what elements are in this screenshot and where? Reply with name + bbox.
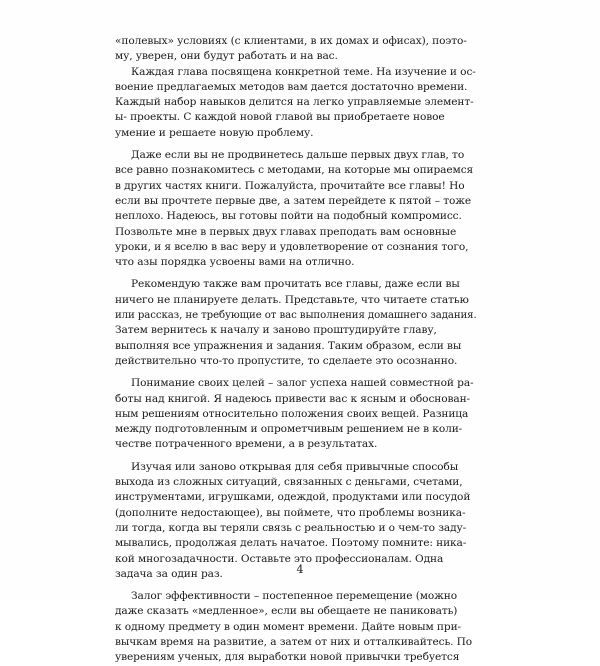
text-line: если вы прочтете первые две, а затем перейдете к пятой – тоже (115, 194, 472, 207)
text-line: все равно познакомитесь с методами, на которые мы опираемся (115, 164, 474, 177)
text-line: вычкам время на развитие, а затем от них и отталкивайтесь. По (115, 635, 473, 648)
text-line: Каждый набор навыков делится на легко управляемые элемент- (115, 96, 474, 109)
paragraph (115, 34, 477, 65)
text-line: даже сказать «медленное», если вы обещаете не паниковать) (115, 605, 458, 618)
text-line: «полевых» условиях (с клиентами, в их домах и офисах), поэто- (115, 35, 467, 47)
text-line: в других частях книги. Пожалуйста, прочитайте все главы! Но (115, 179, 465, 192)
text-line: Залог эффективности – постепенное перемещение (можно (131, 590, 458, 603)
page-number: 4 (296, 563, 304, 576)
text-line: Даже если вы не продвинетесь дальше первых двух глав, то (131, 149, 465, 162)
text-line: уверениям ученых, для выработки новой привычки требуется (115, 651, 460, 664)
text-line: (дополните недостающее), вы поймете, что проблемы возника- (115, 506, 466, 519)
text-line: уроки, и я вселю в вас веру и удовлетворение от сознания того, (115, 240, 469, 253)
text-line: к одному предмету в один момент времени. Дайте новым при- (115, 620, 462, 633)
text-line: Понимание своих целей – залог успеха нашей совместной ра- (131, 377, 474, 390)
text-line: Каждая глава посвящена конкретной теме. На изучение и ос- (131, 65, 476, 78)
text-line: честве потраченного времени, а в результатах. (115, 438, 378, 451)
text-line: ы- проекты. С каждой новой главой вы приобретаете новое (115, 111, 445, 124)
text-line: кой многозадачности. Оставьте это профессионалам. Одна (115, 552, 444, 565)
paragraph (115, 376, 477, 452)
text-line: выхода из сложных ситуаций, связанных с деньгами, счетами, (115, 476, 463, 489)
text-line: задача за один раз. (115, 567, 223, 580)
text-line: умение и решаете новую проблему. (115, 126, 314, 139)
paragraph (115, 589, 477, 665)
text-line: выполняя все упражнения и задания. Таким образом, если вы (115, 339, 462, 352)
text-line: действительно что-то пропустите, то сделаете это осознанно. (115, 354, 458, 367)
text-line: что азы порядка усвоены вами на отлично. (115, 256, 355, 269)
paragraph (115, 277, 477, 369)
text-line: ли тогда, когда вы теряли связь с реальностью и о чем-то заду- (115, 521, 467, 534)
text-line: Позвольте мне в первых двух главах преподать вам основные (115, 225, 457, 238)
text-line: му, уверен, они будут работать и на вас. (115, 50, 338, 63)
text-line: Затем вернитесь к началу и заново проштудируйте главу, (115, 324, 437, 337)
text-line: мывались, продолжая делать начатое. Поэтому помните: ника- (115, 537, 467, 550)
text-line: боты над книгой. Я надеюсь привести вас к ясным и обоснован- (115, 392, 471, 405)
text-line: Рекомендую также вам прочитать все главы, даже если вы (131, 278, 460, 291)
text-line: ничего не планируете делать. Представьте, что читаете статью (115, 293, 469, 306)
text-line: ным решениям относительно положения своих вещей. Разница (115, 407, 469, 420)
text-line: инструментами, игрушками, одеждой, продуктами или посудой (115, 491, 471, 504)
paragraph (115, 148, 477, 270)
text-line: между подготовленным и опрометчивым решением не в коли- (115, 423, 463, 436)
text-line: или рассказ, не требующие от вас выполнения домашнего задания. (115, 309, 477, 322)
text-line: неплохо. Надеюсь, вы готовы пойти на подобный компромисс. (115, 210, 462, 223)
paragraph (115, 65, 477, 141)
text-line: Изучая или заново открывая для себя привычные способы (131, 460, 459, 473)
text-line: воение предлагаемых методов вам дается достаточно времени. (115, 80, 468, 93)
